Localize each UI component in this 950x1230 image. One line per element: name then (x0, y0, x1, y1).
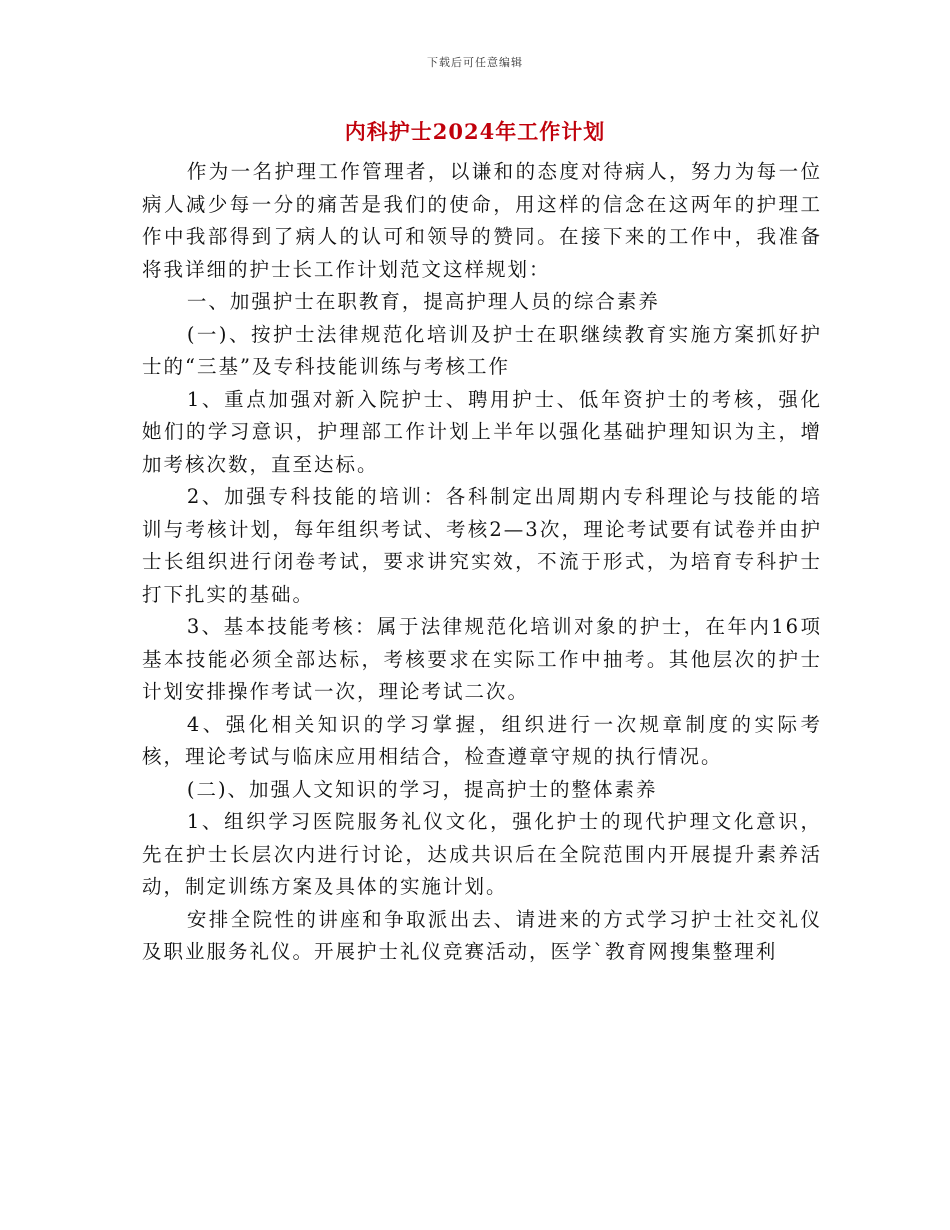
page-header-note: 下载后可任意编辑 (427, 56, 523, 69)
document-title: 内科护士2024年工作计划 (344, 119, 606, 144)
document-body (142, 156, 822, 969)
paragraph-item-3: 3、基本技能考核：属于法律规范化培训对象的护士，在年内16项基本技能必须全部达标，考核要求在实际工作中抽考。其他层次的护士计划安排操作考试一次，理论考试二次。 (142, 615, 822, 703)
paragraph-etiquette-training: 安排全院性的讲座和争取派出去、请进来的方式学习护士社交礼仪及职业服务礼仪。开展护士礼仪竞赛活动，医学`教育网搜集整理利 (142, 907, 822, 963)
paragraph-item-4: 4、强化相关知识的学习掌握，组织进行一次规章制度的实际考核，理论考试与临床应用相结合，检查遵章守规的执行情况。 (142, 712, 822, 768)
paragraph-section-1-heading: 一、加强护士在职教育，提高护理人员的综合素养 (186, 290, 660, 313)
paragraph-intro: 作为一名护理工作管理者，以谦和的态度对待病人，努力为每一位病人减少每一分的痛苦是我们的使命，用这样的信念在这两年的护理工作中我部得到了病人的认可和领导的赞同。在接下来的工作中，我准备将我详细的护士长工作计划范文这样规划： (142, 160, 822, 281)
paragraph-item-2: 2、加强专科技能的培训：各科制定出周期内专科理论与技能的培训与考核计划，每年组织考试、考核2—3次，理论考试要有试卷并由护士长组织进行闭卷考试，要求讲究实效，不流于形式，为培育专科护士打下扎实的基础。 (142, 485, 822, 606)
paragraph-subsection-2-heading: (二)、加强人文知识的学习，提高护士的整体素养 (186, 777, 658, 801)
paragraph-subsection-2-item-1: 1、组织学习医院服务礼仪文化，强化护士的现代护理文化意识，先在护士长层次内进行讨论，达成共识后在全院范围内开展提升素养活动，制定训练方案及具体的实施计划。 (142, 810, 822, 898)
paragraph-subsection-1-heading: (一)、按护士法律规范化培训及护士在职继续教育实施方案抓好护士的“三基”及专科技能训练与考核工作 (142, 322, 822, 378)
paragraph-item-1: 1、重点加强对新入院护士、聘用护士、低年资护士的考核，强化她们的学习意识，护理部工作计划上半年以强化基础护理知识为主，增加考核次数，直至达标。 (142, 387, 822, 476)
